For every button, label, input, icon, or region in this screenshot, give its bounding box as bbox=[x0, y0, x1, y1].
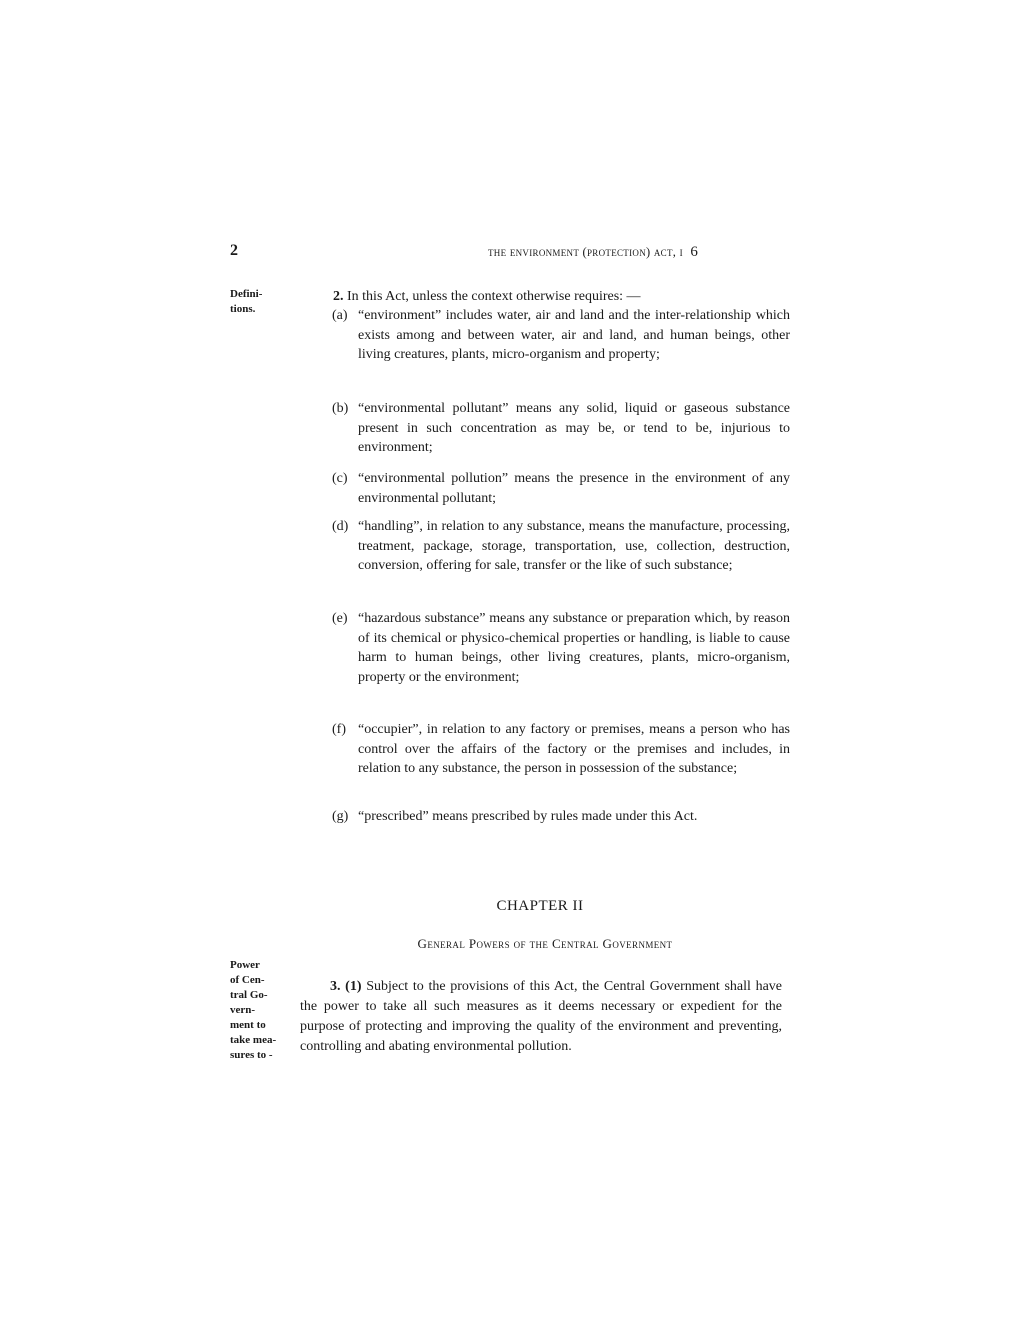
clause-text: “environment” includes water, air and land and the inter-relationship which exists among and between water, air and land, and human beings, other living creatures, plants, micro-organism and property; bbox=[358, 308, 790, 362]
running-title: the environment (protection) act, i bbox=[488, 245, 683, 259]
clause-f bbox=[332, 720, 790, 779]
margin-note-definitions bbox=[230, 287, 282, 317]
section-intro-text: In this Act, unless the context otherwise requires: — bbox=[347, 289, 641, 304]
clause-text: “occupier”, in relation to any factory or premises, means a person who has control over the affairs of the factory or the premises and includes, in relation to any substance, the person in possession of the substance; bbox=[358, 722, 790, 776]
margin-note-line: take mea- bbox=[230, 1034, 277, 1046]
margin-note-line: Power bbox=[230, 959, 260, 971]
running-number: 6 bbox=[690, 244, 699, 260]
clause-text: “prescribed” means prescribed by rules made under this Act. bbox=[358, 809, 698, 824]
clause-a bbox=[332, 306, 790, 365]
section-2-intro bbox=[333, 288, 788, 306]
clause-marker: (c) bbox=[332, 471, 348, 486]
section-text: Subject to the provisions of this Act, the Central Government shall have the power to take all such measures as it deems necessary or expedient for the purpose of protecting and improving the quality of the environment and preventing, controlling and abating environmental pollution. bbox=[300, 979, 783, 1054]
clause-text: “environmental pollutant” means any solid, liquid or gaseous substance present in such concentration as may be, or tend to be, injurious to environment; bbox=[358, 401, 790, 455]
clause-text: “environmental pollution” means the presence in the environment of any environmental pollutant; bbox=[358, 471, 790, 506]
clause-marker: (g) bbox=[332, 809, 349, 824]
margin-note-line: of Cen- bbox=[230, 974, 265, 986]
chapter-subheading: General Powers of the Central Government bbox=[417, 936, 673, 951]
clause-g bbox=[332, 807, 790, 827]
clause-text: “hazardous substance” means any substance or preparation which, by reason of its chemical or physico-chemical properties or handling, is liable to cause harm to human beings, other living creatures, plants, micro-organism, property or the environment; bbox=[358, 611, 790, 685]
section-number: 3. (1) bbox=[330, 979, 362, 994]
margin-note-line: ment to bbox=[230, 1019, 266, 1031]
section-number: 2. bbox=[333, 289, 344, 304]
margin-note-line: sures to - bbox=[230, 1049, 273, 1061]
clause-c bbox=[332, 469, 790, 508]
page-number: 2 bbox=[230, 242, 238, 259]
margin-note-power bbox=[230, 958, 282, 1063]
clause-b bbox=[332, 399, 790, 458]
running-head bbox=[488, 244, 698, 261]
section-3-paragraph bbox=[300, 977, 782, 1057]
margin-note-line: vern- bbox=[230, 1004, 256, 1016]
clause-marker: (d) bbox=[332, 519, 349, 534]
clause-d bbox=[332, 517, 790, 576]
clause-e bbox=[332, 609, 790, 687]
chapter-heading: CHAPTER II bbox=[496, 898, 584, 914]
clause-marker: (b) bbox=[332, 401, 349, 416]
margin-note-line: Defini- bbox=[230, 288, 263, 300]
margin-note-line: tral Go- bbox=[230, 989, 268, 1001]
margin-note-line: tions. bbox=[230, 303, 256, 315]
clause-marker: (e) bbox=[332, 611, 348, 626]
clause-text: “handling”, in relation to any substance, means the manufacture, processing, treatment, package, storage, transportation, use, collection, destruction, conversion, offering for sale, transfer or the like of such substance; bbox=[358, 519, 790, 573]
clause-marker: (f) bbox=[332, 722, 346, 737]
clause-marker: (a) bbox=[332, 308, 348, 323]
